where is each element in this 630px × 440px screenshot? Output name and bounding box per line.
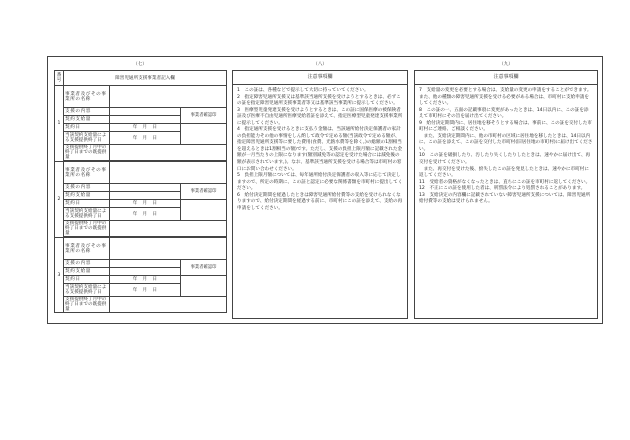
business-name-cell[interactable]	[110, 238, 227, 260]
notes-body	[233, 85, 407, 215]
end-month-usage-label: 支援提供終了月中の終了日までの既提供量	[64, 221, 110, 237]
end-date-ymd: 年 月 日	[110, 284, 181, 297]
business-name-label: 事業者及びその事業所の名称	[64, 86, 110, 108]
certificate-spread	[47, 56, 603, 324]
end-date-ymd: 年 月 日	[110, 132, 181, 145]
note-paragraph: 3 医療型児童発達支援を受けようとするときは、この証に国保医療の被保険者証及び医療不自由児通所医療受給者証を添えて、指定医療型児童発達支援事業所に提示してください。	[237, 107, 403, 126]
note-paragraph: また、再交付を受けた後、紛失したこの証を発見したときは、速やかに市町村に返してください。	[419, 166, 589, 179]
content-label: 支援の内容	[64, 108, 110, 116]
end-month-usage-label: 支援提供終了月中の終了日までの既提供量	[64, 297, 110, 313]
notes-box	[414, 70, 598, 319]
content-cell[interactable]	[110, 108, 181, 116]
content-label: 支援の内容	[64, 260, 110, 268]
contract-amount-cell[interactable]	[110, 192, 181, 200]
note-paragraph: 12 不正にこの証を使用した者は、刑罰法令により処罰されることがあります。	[419, 186, 586, 192]
note-paragraph: 2 指定障害児通所支援又は基準該当通所支援を受けようとするときは、必ずこの証を指定障害児通所支援事業者等又は基準該当事業所に提示してください。	[237, 94, 401, 107]
contract-amount-cell[interactable]	[110, 268, 181, 276]
contract-amount-label: 契約支給量	[64, 192, 110, 200]
panel-label: （七）	[133, 62, 147, 67]
business-confirm-label: 事業者確認印	[181, 260, 227, 276]
note-paragraph: 6 給付決定期間を経過したときは障害児通所給付費等の支給を受けられなくなりますので、給付決定期間を経過する前に、市町村にこの証を添えて、支給の再申請をしてください。	[237, 192, 403, 211]
business-name-cell[interactable]	[110, 162, 227, 184]
notes-panel-left	[232, 57, 408, 323]
provider-entry-panel	[54, 57, 226, 323]
contract-date-label: 契約日	[64, 124, 110, 132]
notes-title: 注意事項欄	[233, 71, 407, 85]
notes-box	[232, 70, 408, 319]
contract-amount-label: 契約支給量	[64, 116, 110, 124]
content-cell[interactable]	[110, 184, 181, 192]
content-cell[interactable]	[110, 260, 181, 268]
end-date-ymd: 年 月 日	[110, 208, 181, 221]
end-date-label: 当該契約支給量による支援提供終了日	[64, 284, 110, 297]
note-paragraph: 9 給付決定期間内に、居住地を移そうとする場合は、事前に、この証を交付した市町村にご連絡、ご相談ください。	[419, 120, 592, 133]
note-paragraph: 1 この証は、各種などで提示して大切に持っていてください。	[237, 88, 369, 93]
business-name-label: 事業者及びその事業所の名称	[64, 162, 110, 184]
block-number: 1	[55, 86, 64, 162]
notes-title: 注意事項欄	[415, 71, 597, 85]
note-paragraph: また、支給決定期間内に、他の市町村の区域に居住地を移したときは、14日以内に、この証を添えて、この証を交付した市町村(旧居住地の市町村)に届け出てください。	[419, 133, 593, 152]
confirm-seal-cell[interactable]	[181, 124, 227, 145]
contract-date-ymd: 年 月 日	[110, 276, 181, 284]
contract-amount-cell[interactable]	[110, 116, 181, 124]
business-confirm-label: 事業者確認印	[181, 184, 227, 200]
confirm-seal-cell[interactable]	[181, 200, 227, 221]
business-confirm-label: 事業者確認印	[181, 108, 227, 124]
note-paragraph: 7 支給量の変更を必要とする場合は、支給量の変更の申請をすることができます。また、他の種類の障害児通所支援を受ける必要がある場合は、市町村に支給申請をしてください。	[419, 88, 592, 107]
contract-amount-label: 契約支給量	[64, 268, 110, 276]
business-name-cell[interactable]	[110, 86, 227, 108]
end-month-usage-cell[interactable]	[110, 221, 227, 237]
block-number: 2	[55, 162, 64, 238]
note-paragraph: 10 この証を破損したり、汚したり失くしたりしたときは、速やかに届け出て、再交付を受けてください。	[419, 153, 591, 166]
entry-header: 障害児通所支援事業者記入欄	[64, 71, 227, 86]
panel-label: （九）	[499, 62, 513, 67]
contract-date-ymd: 年 月 日	[110, 200, 181, 208]
end-date-label: 当該契約支給量による支援提供終了日	[64, 208, 110, 221]
note-paragraph: 5 負担上限月額については、毎年通所給付決定保護者の収入等に応じて決定しますので、所定の時期に、この証と認定に必要な関係書類を市町村に提出してください。	[237, 173, 403, 192]
end-month-usage-label: 支援提供終了月中の終了日までの既提供量	[64, 145, 110, 161]
notes-panel-right	[414, 57, 598, 323]
note-paragraph: 13 支給決定の内容欄に記載されていない障害児通所支援については、障害児通所給付費等の支給は受けられません。	[419, 192, 591, 205]
contract-date-label: 契約日	[64, 276, 110, 284]
confirm-seal-cell[interactable]	[181, 276, 227, 297]
provider-entry-table	[54, 70, 227, 313]
number-header: 番号	[55, 71, 64, 86]
contract-date-label: 契約日	[64, 200, 110, 208]
end-month-usage-cell[interactable]	[110, 145, 227, 161]
note-paragraph: 8 この証の一、五面の記載事項に変更があったときは、14日以内に、この証を添えて市町村にその旨を届け出てください。	[419, 107, 589, 120]
end-date-label: 当該契約支給量による支援提供終了日	[64, 132, 110, 145]
panel-label: （八）	[313, 62, 327, 67]
note-paragraph: 4 指定通所支援を受けるときに支払う金額は、当該通所給付決定保護者の家計の負担能力その他の事情をしん酌して政令で定める額(当該政令で定める額が、指定障害児通所支援等に要した費用(食費、光熱水費等を除く。)の総額の1割相当を超えるときは1割相当の額)です。ただし、支援の負担上限月額に記載された金額が一月当たりの上限になります(額別減免等の認定を受けた場合には減免後の額が表示されています。)。なお、基準該当通所支援を受ける場合等は市町村の窓口にお問い合わせください。	[237, 127, 403, 172]
end-month-usage-cell[interactable]	[110, 297, 227, 313]
block-number: 3	[55, 238, 64, 313]
notes-body	[415, 85, 597, 209]
content-label: 支援の内容	[64, 184, 110, 192]
business-name-label: 事業者及びその事業所の名称	[64, 238, 110, 260]
contract-date-ymd: 年 月 日	[110, 124, 181, 132]
note-paragraph: 11 受給者の資格がなくなったときは、直ちにこの証を市町村に返してください。	[419, 179, 591, 185]
